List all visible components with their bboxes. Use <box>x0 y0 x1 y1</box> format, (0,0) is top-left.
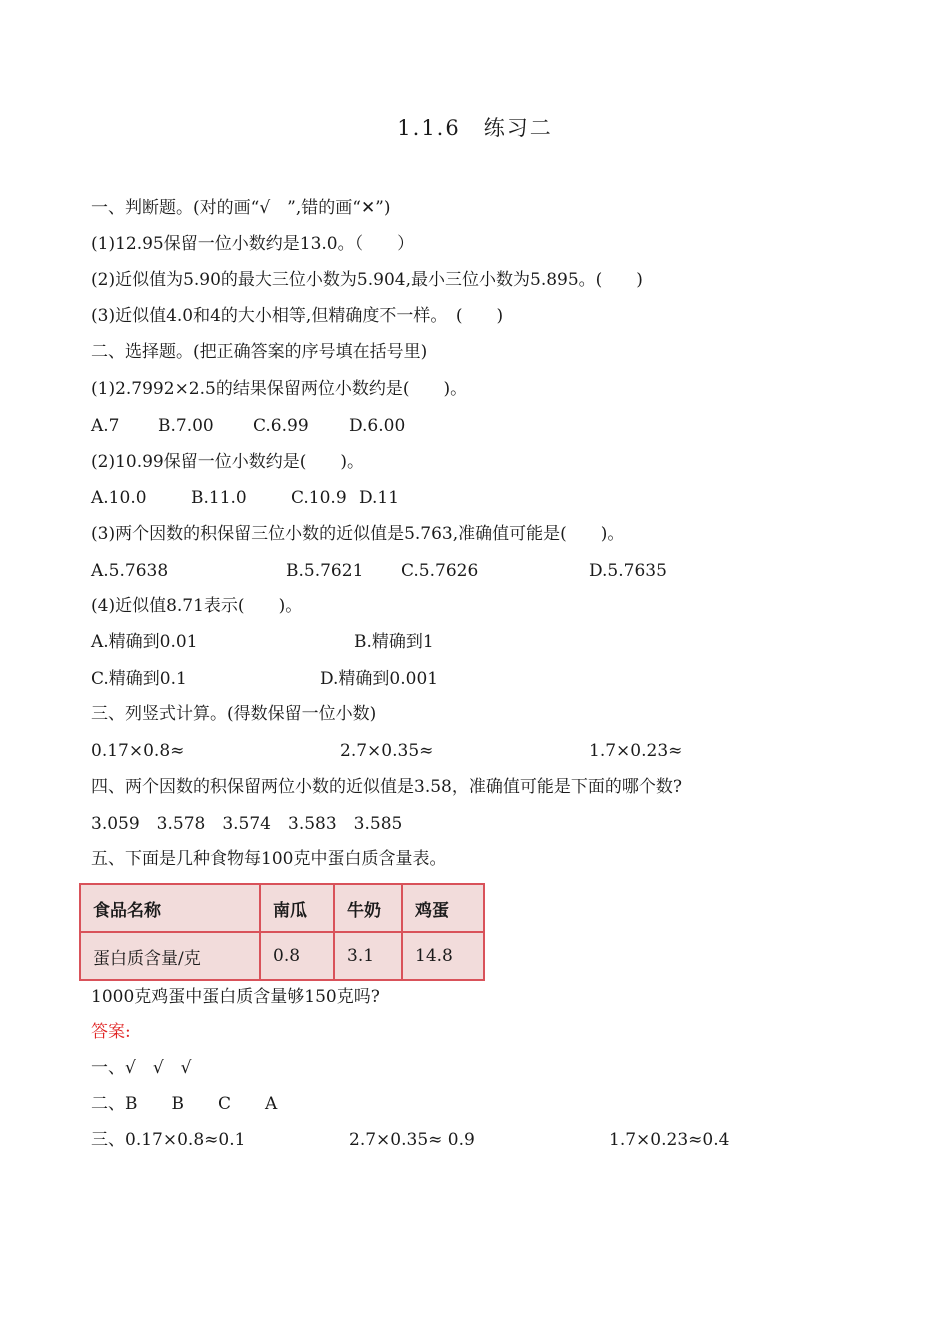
section-4-heading: 四、两个因数的积保留两位小数的近似值是3.58，准确值可能是下面的哪个数? <box>91 777 682 797</box>
table-row <box>80 932 484 980</box>
choice-4-option-a: A.精确到0.01 <box>91 632 198 652</box>
protein-table <box>79 883 485 981</box>
calc-item-2: 2.7×0.35≈ <box>340 741 434 761</box>
choice-4-option-d: D.精确到0.001 <box>320 669 439 689</box>
section-5-heading: 五、下面是几种食物每100克中蛋白质含量表。 <box>91 849 447 869</box>
choice-1-option-a: A.7 <box>91 416 120 436</box>
choice-3-option-a: A.5.7638 <box>91 561 169 581</box>
table-header-cell: 食品名称 <box>80 884 260 932</box>
answers-label: 答案: <box>91 1022 131 1042</box>
page-title: 1.1.6 练习二 <box>397 116 553 140</box>
table-cell: 0.8 <box>260 932 334 980</box>
choice-question-2: (2)10.99保留一位小数约是( )。 <box>91 452 365 472</box>
answer-section-3-item-3: 1.7×0.23≈0.4 <box>609 1130 730 1150</box>
judge-question-3: (3)近似值4.0和4的大小相等,但精确度不一样。 ( ) <box>91 306 504 326</box>
choice-2-option-a: A.10.0 <box>91 488 147 508</box>
answer-section-1: 一、√ √ √ <box>91 1058 192 1078</box>
candidate-numbers: 3.059 3.578 3.574 3.583 3.585 <box>91 814 403 834</box>
choice-3-option-b: B.5.7621 <box>286 561 364 581</box>
judge-question-1: (1)12.95保留一位小数约是13.0。（ ） <box>91 234 415 254</box>
section-2-heading: 二、选择题。(把正确答案的序号填在括号里) <box>91 342 428 362</box>
table-header-row <box>80 884 484 932</box>
table-cell: 3.1 <box>334 932 402 980</box>
choice-2-option-b: B.11.0 <box>191 488 247 508</box>
answer-section-3-item-1: 三、0.17×0.8≈0.1 <box>91 1130 246 1150</box>
choice-2-option-c: C.10.9 <box>291 488 347 508</box>
answer-section-2: 二、B B C A <box>91 1094 278 1114</box>
table-header-cell: 南瓜 <box>260 884 334 932</box>
choice-4-option-c: C.精确到0.1 <box>91 669 187 689</box>
choice-2-option-d: D.11 <box>359 488 400 508</box>
table-header-cell: 鸡蛋 <box>402 884 484 932</box>
choice-1-option-d: D.6.00 <box>349 416 406 436</box>
table-header-cell: 牛奶 <box>334 884 402 932</box>
choice-4-option-b: B.精确到1 <box>354 632 434 652</box>
choice-question-4: (4)近似值8.71表示( )。 <box>91 596 303 616</box>
table-question: 1000克鸡蛋中蛋白质含量够150克吗? <box>91 987 380 1007</box>
judge-question-2: (2)近似值为5.90的最大三位小数为5.904,最小三位小数为5.895。( ) <box>91 270 643 290</box>
choice-3-option-d: D.5.7635 <box>589 561 667 581</box>
choice-question-3: (3)两个因数的积保留三位小数的近似值是5.763,准确值可能是( )。 <box>91 524 625 544</box>
section-3-heading: 三、列竖式计算。(得数保留一位小数) <box>91 704 377 724</box>
choice-1-option-b: B.7.00 <box>158 416 214 436</box>
calc-item-3: 1.7×0.23≈ <box>589 741 683 761</box>
section-1-heading: 一、判断题。(对的画“√ ”,错的画“✕”) <box>91 198 391 218</box>
calc-item-1: 0.17×0.8≈ <box>91 741 185 761</box>
table-cell: 14.8 <box>402 932 484 980</box>
table-cell: 蛋白质含量/克 <box>80 932 260 980</box>
choice-1-option-c: C.6.99 <box>253 416 309 436</box>
choice-question-1: (1)2.7992×2.5的结果保留两位小数约是( )。 <box>91 379 468 399</box>
choice-3-option-c: C.5.7626 <box>401 561 479 581</box>
answer-section-3-item-2: 2.7×0.35≈ 0.9 <box>349 1130 475 1150</box>
